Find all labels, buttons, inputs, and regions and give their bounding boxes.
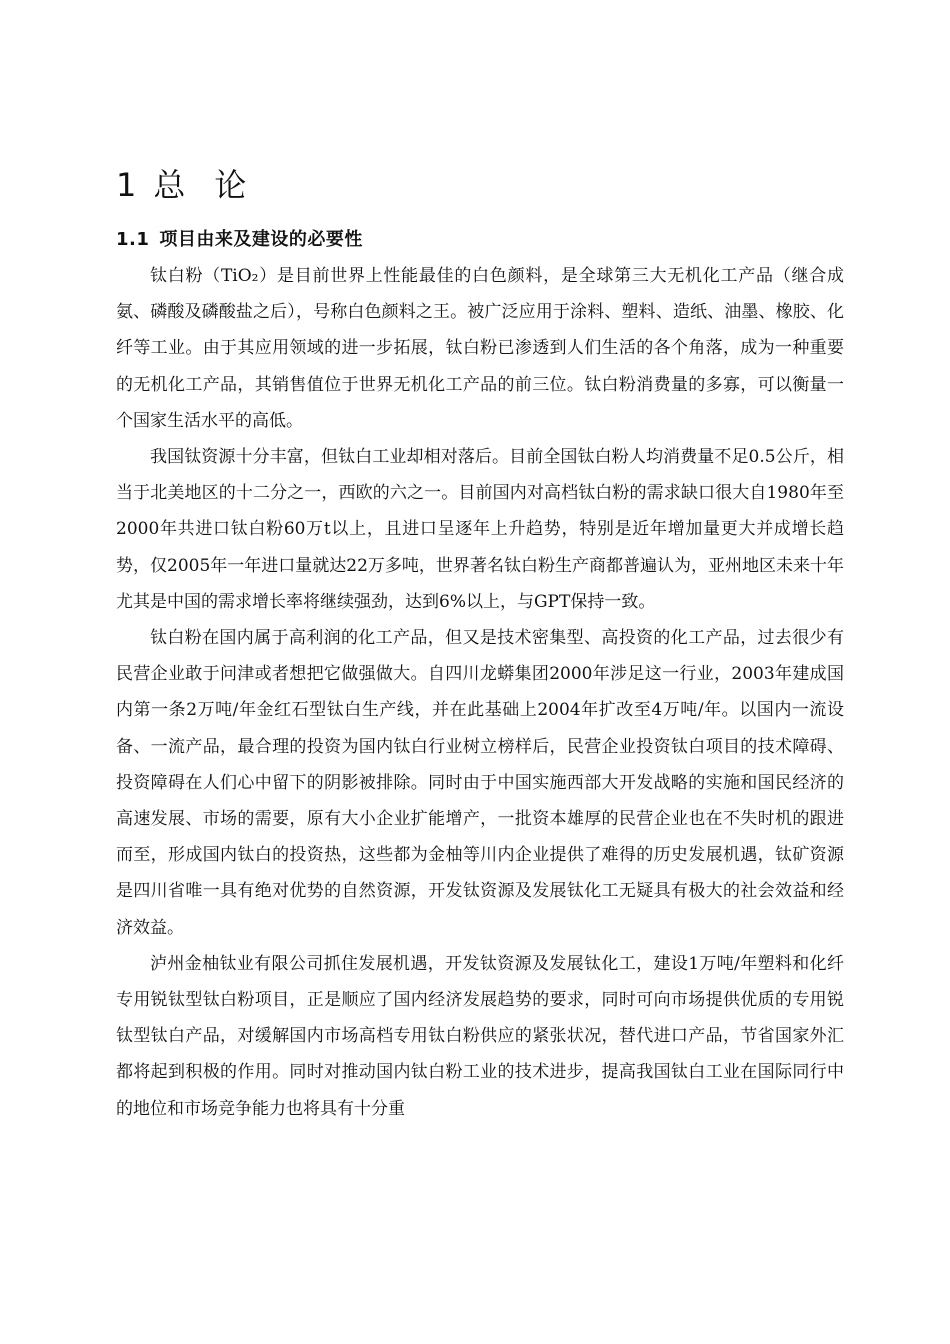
- section-number: 1.1: [116, 229, 150, 250]
- chapter-title-part1: 总: [153, 166, 187, 204]
- section-title: 项目由来及建设的必要性: [159, 229, 363, 250]
- paragraph: 钛白粉在国内属于高利润的化工产品，但又是技术密集型、高投资的化工产品，过去很少有民营企业敢于问津或者想把它做强做大。自四川龙蟒集团2000年涉足这一行业，2003年建成国内第一条2万吨/年金红石型钛白生产线，并在此基础上2004年扩改至4万吨/年。以国内一流设备、一流产品，最合理的投资为国内钛白行业树立榜样后，民营企业投资钛白项目的技术障碍、投资障碍在人们心中留下的阴影被排除。同时由于中国实施西部大开发战略的实施和国民经济的高速发展、市场的需要，原有大小企业扩能增产，一批资本雄厚的民营企业也在不失时机的跟进而至，形成国内钛白的投资热，这些都为金柚等川内企业提供了难得的历史发展机遇，钛矿资源是四川省唯一具有绝对优势的自然资源，开发钛资源及发展钛化工无疑具有极大的社会效益和经济效益。: [116, 628, 844, 938]
- paragraph: 泸州金柚钛业有限公司抓住发展机遇，开发钛资源及发展钛化工，建设1万吨/年塑料和化纤专用锐钛型钛白粉项目，正是顺应了国内经济发展趋势的要求，同时可向市场提供优质的专用锐钛型钛白产品，对缓解国内市场高档专用钛白粉供应的紧张状况，替代进口产品，节省国家外汇都将起到积极的作用。同时对推动国内钛白粉工业的技术进步，提高我国钛白工业在国际同行中的地位和市场竞争能力也将具有十分重: [116, 953, 844, 1119]
- section-heading: [116, 222, 844, 258]
- paragraph: 钛白粉（TiO₂）是目前世界上性能最佳的白色颜料，是全球第三大无机化工产品（继合成氨、磷酸及磷酸盐之后），号称白色颜料之王。被广泛应用于涂料、塑料、造纸、油墨、橡胶、化纤等工业。由于其应用领域的进一步拓展，钛白粉已渗透到人们生活的各个角落，成为一种重要的无机化工产品，其销售值位于世界无机化工产品的前三位。钛白粉消费量的多寡，可以衡量一个国家生活水平的高低。: [116, 266, 844, 431]
- paragraph: 我国钛资源十分丰富，但钛白工业却相对落后。目前全国钛白粉人均消费量不足0.5公斤，相当于北美地区的十二分之一，西欧的六之一。目前国内对高档钛白粉的需求缺口很大自1980年至2000年共进口钛白粉60万t以上，且进口呈逐年上升趋势，特别是近年增加量更大并成增长趋势，仅2005年一年进口量就达22万多吨，世界著名钛白粉生产商都普遍认为，亚州地区未来十年尤其是中国的需求增长率将继续强劲，达到6%以上，与GPT保持一致。: [116, 447, 844, 612]
- chapter-number: 1: [116, 166, 138, 204]
- chapter-title: [116, 158, 844, 212]
- chapter-title-part2: 论: [214, 166, 248, 204]
- document-body: [116, 158, 844, 1127]
